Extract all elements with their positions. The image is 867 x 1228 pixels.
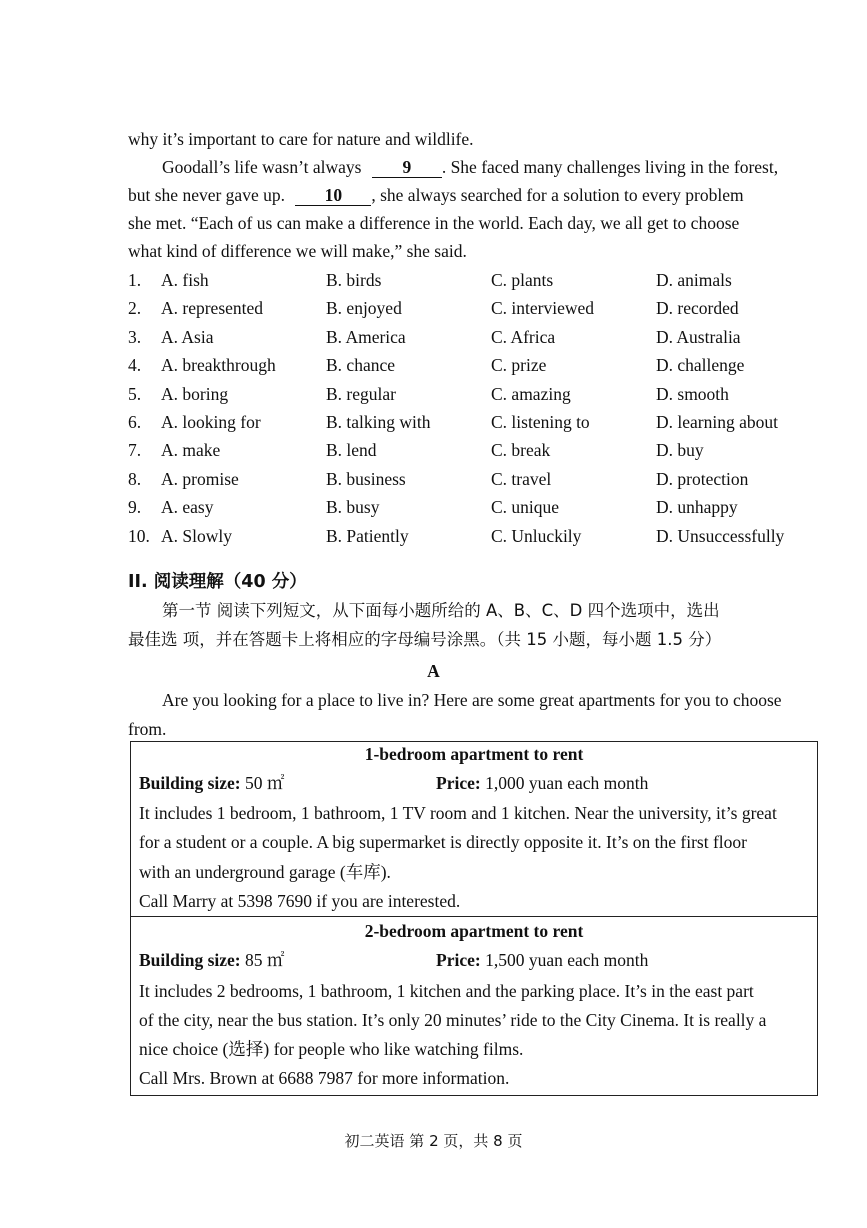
blank-10: 10 [295, 185, 371, 206]
option-b: B. talking with [326, 412, 431, 432]
size-label: Building size: [139, 950, 241, 970]
option-b: B. business [326, 468, 406, 489]
option-d: D. Unsuccessfully [656, 525, 785, 546]
question-number: 1. [128, 270, 142, 290]
option-b: B. Patiently [326, 525, 409, 546]
option-c: C. listening to [491, 412, 590, 432]
contact-line: Call Marry at 5398 7690 if you are interested. [139, 891, 461, 911]
passage-line [128, 211, 739, 235]
option-d: D. Australia [656, 326, 741, 347]
question-number: 7. [128, 440, 142, 461]
option-d: D. buy [656, 440, 704, 461]
option-c: C. amazing [491, 383, 571, 404]
passage-line [128, 127, 474, 151]
option-a: A. breakthrough [161, 355, 276, 376]
question-number: 10. [128, 525, 150, 546]
option-b: B. America [326, 326, 406, 347]
apartment-heading: 2-bedroom apartment to rent [364, 921, 584, 941]
size-value: 85 ㎡ [245, 950, 285, 970]
blank-9: 9 [372, 157, 442, 178]
price [436, 948, 648, 972]
question-number: 3. [128, 326, 142, 347]
option-a: A. easy [161, 497, 214, 518]
instruction-line: 第一节 阅读下列短文，从下面每小题所给的 A、B、C、D 四个选项中，选出 [162, 601, 720, 620]
apartment-1-card [130, 741, 818, 917]
option-b: B. regular [326, 383, 396, 404]
option-d: D. unhappy [656, 497, 738, 518]
option-d: D. protection [656, 468, 749, 489]
option-b: B. busy [326, 497, 380, 518]
intro-line: from. [128, 719, 167, 739]
apartment-heading: 1-bedroom apartment to rent [364, 744, 584, 764]
option-row [128, 266, 828, 294]
section-title: II. 阅读理解（40 分） [128, 572, 307, 592]
question-number: 4. [128, 355, 142, 376]
option-d: D. learning about [656, 412, 778, 432]
passage-text: but she never gave up. [128, 185, 285, 205]
option-row [128, 351, 828, 379]
option-a: A. fish [161, 270, 209, 290]
question-number: 6. [128, 412, 142, 432]
price-label: Price: [436, 773, 481, 793]
option-c: C. interviewed [491, 298, 595, 319]
question-number: 5. [128, 383, 142, 404]
passage-label: A [427, 661, 440, 681]
option-row [128, 493, 828, 521]
option-c: C. travel [491, 468, 552, 489]
question-number: 8. [128, 468, 142, 489]
building-size [139, 948, 284, 972]
description-line: of the city, near the bus station. It’s only 20 minutes’ ride to the City Cinema. It is really a [139, 1010, 767, 1030]
apartment-2-card [130, 916, 818, 1096]
option-a: A. Slowly [161, 525, 232, 546]
option-row [128, 436, 828, 464]
option-c: C. plants [491, 270, 554, 290]
page-footer: 初二英语 第 2 页，共 8 页 [344, 1132, 523, 1150]
description-line: with an underground garage (车库). [139, 862, 391, 882]
passage-line [128, 239, 467, 263]
price-value: 1,000 yuan each month [485, 773, 649, 793]
building-size [139, 771, 284, 795]
option-c: C. Africa [491, 326, 556, 347]
option-row [128, 408, 828, 436]
option-a: A. make [161, 440, 221, 461]
option-c: C. prize [491, 355, 547, 376]
option-row [128, 465, 828, 493]
option-c: C. unique [491, 497, 560, 518]
passage-text: Goodall’s life wasn’t always [162, 157, 362, 177]
description-line: for a student or a couple. A big supermarket is directly opposite it. It’s on the first floor [139, 832, 747, 852]
passage-text: she met. “Each of us can make a difference in the world. Each day, we all get to choose [128, 213, 740, 233]
option-a: A. looking for [161, 412, 261, 432]
size-label: Building size: [139, 773, 241, 793]
passage-text: . She faced many challenges living in the forest, [441, 157, 779, 177]
question-number: 9. [128, 497, 142, 518]
contact-line: Call Mrs. Brown at 6688 7987 for more information. [139, 1068, 510, 1088]
question-number: 2. [128, 298, 142, 319]
passage-line [162, 155, 778, 179]
option-b: B. enjoyed [326, 298, 402, 319]
passage-text: , she always searched for a solution to every problem [371, 185, 744, 205]
option-a: A. boring [161, 383, 229, 404]
option-row [128, 380, 828, 408]
option-b: B. birds [326, 270, 382, 290]
option-c: C. break [491, 440, 551, 461]
instruction-line: 最佳选 项，并在答题卡上将相应的字母编号涂黑。（共 15 小题，每小题 1.5 分） [128, 630, 722, 649]
price-label: Price: [436, 950, 481, 970]
option-d: D. animals [656, 270, 732, 290]
passage-text: why it’s important to care for nature and wildlife. [128, 129, 474, 149]
option-b: B. lend [326, 440, 377, 461]
description-line: It includes 1 bedroom, 1 bathroom, 1 TV room and 1 kitchen. Near the university, it’s great [139, 803, 777, 823]
price-value: 1,500 yuan each month [485, 950, 649, 970]
option-d: D. recorded [656, 298, 739, 319]
description-line: It includes 2 bedrooms, 1 bathroom, 1 kitchen and the parking place. It’s in the east part [139, 981, 754, 1001]
passage-line [128, 183, 744, 207]
option-row [128, 294, 828, 322]
option-d: D. challenge [656, 355, 745, 376]
intro-line: Are you looking for a place to live in? Here are some great apartments for you to choose [162, 690, 782, 710]
option-a: A. promise [161, 468, 239, 489]
option-a: A. represented [161, 298, 264, 319]
description-line: nice choice (选择) for people who like watching films. [139, 1039, 524, 1059]
option-row [128, 522, 828, 550]
option-b: B. chance [326, 355, 395, 376]
option-c: C. Unluckily [491, 525, 582, 546]
passage-text: what kind of difference we will make,” she said. [128, 241, 467, 261]
option-a: A. Asia [161, 326, 214, 347]
option-d: D. smooth [656, 383, 729, 404]
option-row [128, 323, 828, 351]
size-value: 50 ㎡ [245, 773, 285, 793]
price [436, 771, 648, 795]
